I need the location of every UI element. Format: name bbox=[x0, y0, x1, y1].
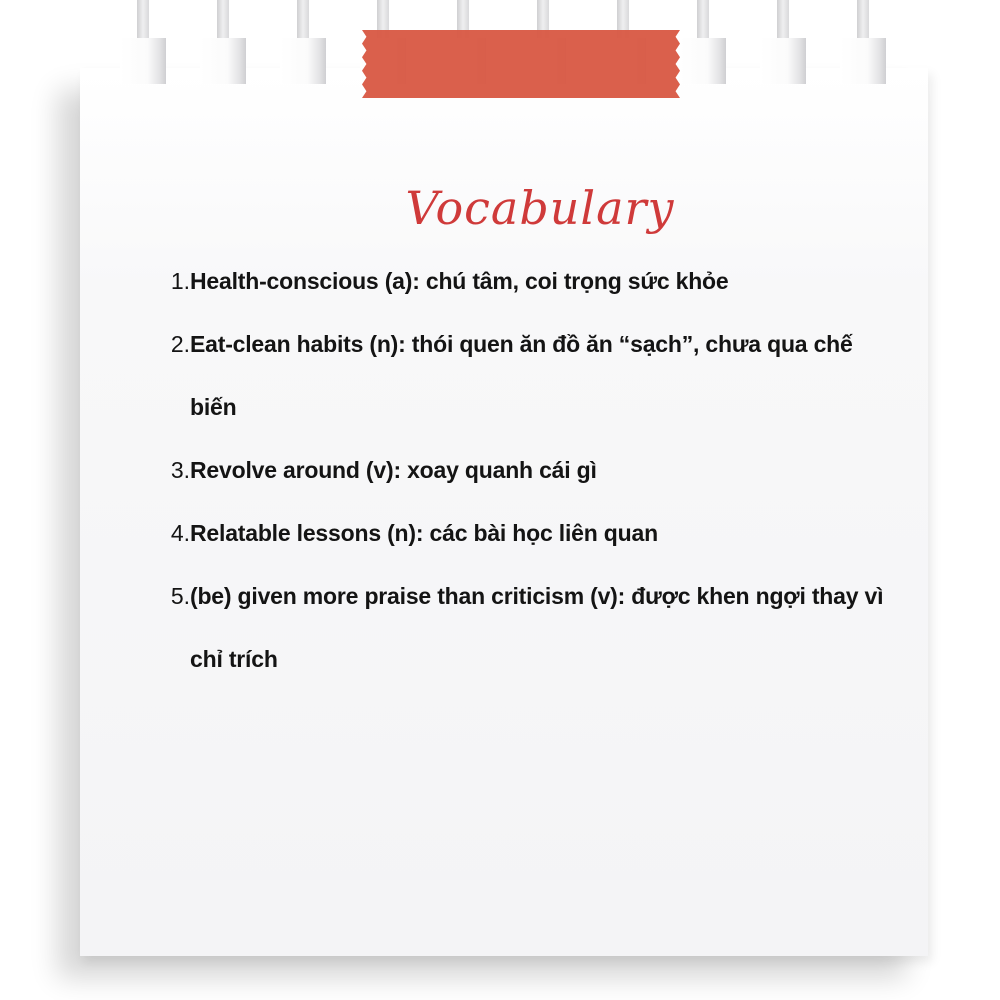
list-item bbox=[160, 250, 900, 313]
list-item bbox=[160, 313, 900, 439]
page-title: Vocabulary bbox=[405, 181, 675, 235]
item-number: 3. bbox=[170, 457, 190, 483]
tape-strip bbox=[362, 30, 680, 98]
item-text: Health-conscious (a): chú tâm, coi trọng sức khỏe bbox=[190, 268, 729, 294]
item-number: 1. bbox=[170, 268, 190, 294]
vocabulary-list bbox=[160, 250, 900, 691]
spiral-ring bbox=[200, 0, 246, 84]
item-number: 4. bbox=[170, 520, 190, 546]
spiral-ring bbox=[280, 0, 326, 84]
spiral-ring bbox=[680, 0, 726, 84]
spiral-ring bbox=[760, 0, 806, 84]
item-text: Eat-clean habits (n): thói quen ăn đồ ăn “sạch”, chưa qua chế biến bbox=[190, 331, 853, 420]
item-number: 5. bbox=[170, 583, 190, 609]
item-text: Revolve around (v): xoay quanh cái gì bbox=[190, 457, 597, 483]
item-text: (be) given more praise than criticism (v): được khen ngợi thay vì chỉ trích bbox=[190, 583, 884, 672]
list-item bbox=[160, 502, 900, 565]
list-item bbox=[160, 439, 900, 502]
list-item bbox=[160, 565, 900, 691]
item-text: Relatable lessons (n): các bài học liên quan bbox=[190, 520, 658, 546]
item-number: 2. bbox=[170, 331, 190, 357]
spiral-ring bbox=[840, 0, 886, 84]
spiral-ring bbox=[120, 0, 166, 84]
